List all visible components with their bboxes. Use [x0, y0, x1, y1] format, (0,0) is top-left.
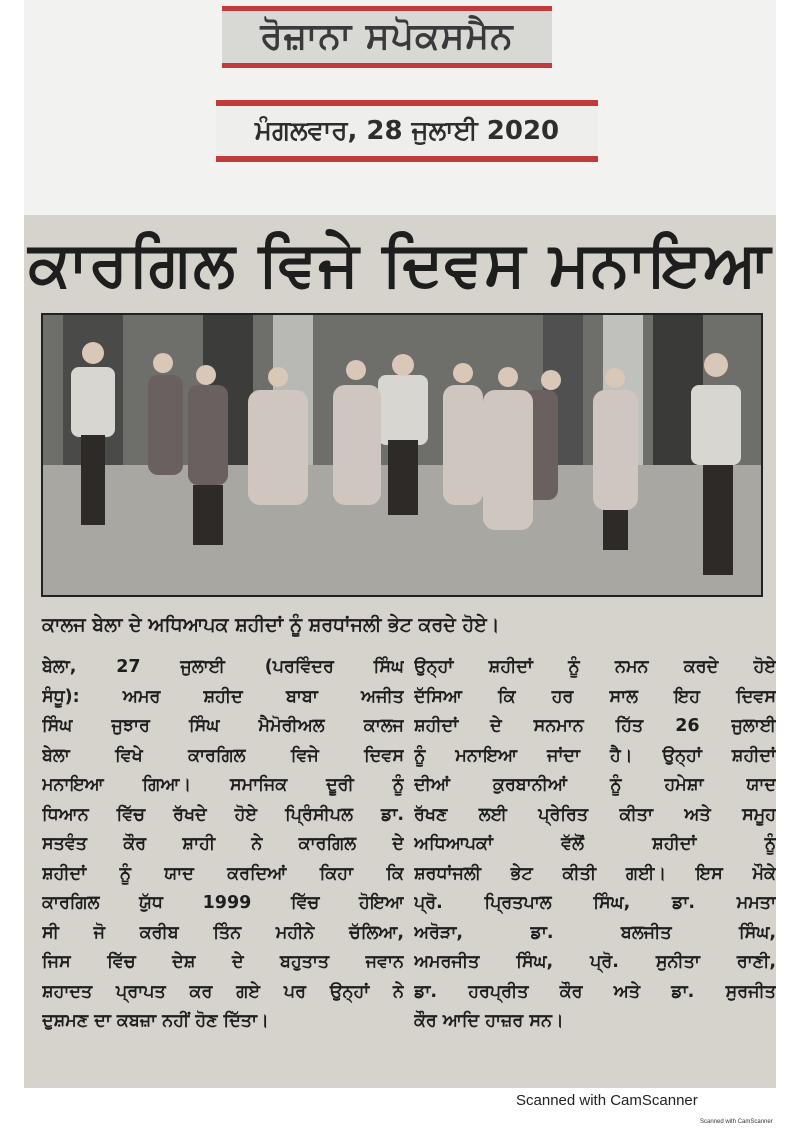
- scanner-watermark-small: Scanned with CamScanner: [700, 1119, 773, 1125]
- article-text-line: ਦੱਸਿਆ ਕਿ ਹਰ ਸਾਲ ਇਹ ਦਿਵਸ: [414, 686, 776, 707]
- article-text-line: ਬੇਲਾ, 27 ਜੁਲਾਈ (ਪਰਵਿੰਦਰ ਸਿੰਘ: [42, 657, 404, 677]
- article-text-line: ਸ਼ਹੀਦਾਂ ਨੂੰ ਯਾਦ ਕਰਦਿਆਂ ਕਿਹਾ ਕਿ: [42, 863, 404, 884]
- article-text-line: ਸਤਵੰਤ ਕੌਰ ਸ਼ਾਹੀ ਨੇ ਕਾਰਗਿਲ ਦੇ: [42, 834, 404, 854]
- article-text-line: ਕਾਰਗਿਲ ਯੁੱਧ 1999 ਵਿੱਚ ਹੋਇਆ: [42, 893, 404, 913]
- article-text-line: ਜਿਸ ਵਿੱਚ ਦੇਸ਼ ਦੇ ਬਹੁਤਾਤ ਜਵਾਨ: [42, 952, 404, 972]
- article-text-line: ਸੰਧੂ): ਅਮਰ ਸ਼ਹੀਦ ਬਾਬਾ ਅਜੀਤ: [42, 686, 404, 707]
- article-text-line: ਡਾ. ਹਰਪ੍ਰੀਤ ਕੌਰ ਅਤੇ ਡਾ. ਸੁਰਜੀਤ: [414, 981, 776, 1002]
- article-text-line: ਕੌਰ ਆਦਿ ਹਾਜ਼ਰ ਸਨ।: [414, 1011, 564, 1031]
- article-text-line: ਸ਼ਰਧਾਂਜਲੀ ਭੇਟ ਕੀਤੀ ਗਈ। ਇਸ ਮੌਕੇ: [414, 863, 776, 884]
- article-text-line: ਰੱਖਣ ਲਈ ਪ੍ਰੇਰਿਤ ਕੀਤਾ ਅਤੇ ਸਮੂਹ: [414, 804, 776, 825]
- publication-date: ਮੰਗਲਵਾਰ, 28 ਜੁਲਾਈ 2020: [254, 115, 560, 146]
- article-text-line: ਪ੍ਰੋ. ਪ੍ਰਿਤਪਾਲ ਸਿੰਘ, ਡਾ. ਮਮਤਾ: [414, 893, 776, 913]
- article-column-right: [414, 653, 776, 1083]
- masthead-title: ਰੋਜ਼ਾਨਾ ਸਪੋਕਸਮੈਨ: [260, 16, 514, 57]
- article-text-line: ਦੀਆਂ ਕੁਰਬਾਨੀਆਂ ਨੂੰ ਹਮੇਸ਼ਾ ਯਾਦ: [414, 775, 776, 795]
- article-text-line: ਮਨਾਇਆ ਗਿਆ। ਸਮਾਜਿਕ ਦੂਰੀ ਨੂੰ: [42, 775, 404, 795]
- article-text-line: ਧਿਆਨ ਵਿੱਚ ਰੱਖਦੇ ਹੋਏ ਪ੍ਰਿੰਸੀਪਲ ਡਾ.: [42, 804, 404, 825]
- article-text-line: ਬੇਲਾ ਵਿਖੇ ਕਾਰਗਿਲ ਵਿਜੇ ਦਿਵਸ: [42, 745, 404, 766]
- article-text-line: ਅਧਿਆਪਕਾਂ ਵੱਲੋਂ ਸ਼ਹੀਦਾਂ ਨੂੰ: [414, 834, 776, 854]
- article-text-line: ਦੁਸ਼ਮਣ ਦਾ ਕਬਜ਼ਾ ਨਹੀਂ ਹੋਣ ਦਿੱਤਾ।: [42, 1011, 269, 1031]
- article-text-line: ਸ਼ਹੀਦਾਂ ਦੇ ਸਨਮਾਨ ਹਿੱਤ 26 ਜੁਲਾਈ: [414, 716, 776, 736]
- article-headline: ਕਾਰਗਿਲ ਵਿਜੇ ਦਿਵਸ ਮਨਾਇਆ: [28, 227, 772, 300]
- article-column-left: [42, 653, 404, 1083]
- photo-caption: ਕਾਲਜ ਬੇਲਾ ਦੇ ਅਧਿਆਪਕ ਸ਼ਹੀਦਾਂ ਨੂੰ ਸ਼ਰਧਾਂਜਲੀ ਭੇਟ ਕਰਦੇ ਹੋਏ।: [42, 614, 500, 636]
- article-clipping: [24, 215, 776, 1088]
- group-photo-image: [43, 315, 761, 595]
- article-text-line: ਸਿੰਘ ਜੁਝਾਰ ਸਿੰਘ ਮੈਮੋਰੀਅਲ ਕਾਲਜ: [42, 716, 404, 736]
- group-photo: [41, 313, 763, 597]
- article-text-line: ਅਰੋੜਾ, ਡਾ. ਬਲਜੀਤ ਸਿੰਘ,: [414, 922, 776, 943]
- article-text-line: ਸ਼ਹਾਦਤ ਪ੍ਰਾਪਤ ਕਰ ਗਏ ਪਰ ਉਨ੍ਹਾਂ ਨੇ: [42, 981, 404, 1002]
- scanner-watermark: Scanned with CamScanner: [516, 1091, 698, 1109]
- article-text-line: ਉਨ੍ਹਾਂ ਸ਼ਹੀਦਾਂ ਨੂੰ ਨਮਨ ਕਰਦੇ ਹੋਏ: [414, 657, 776, 677]
- article-text-line: ਨੂੰ ਮਨਾਇਆ ਜਾਂਦਾ ਹੈ। ਉਨ੍ਹਾਂ ਸ਼ਹੀਦਾਂ: [414, 745, 776, 766]
- article-text-line: ਅਮਰਜੀਤ ਸਿੰਘ, ਪ੍ਰੋ. ਸੁਨੀਤਾ ਰਾਣੀ,: [414, 952, 776, 972]
- newspaper-masthead: [222, 6, 552, 68]
- article-text-line: ਸੀ ਜੋ ਕਰੀਬ ਤਿੰਨ ਮਹੀਨੇ ਚੱਲਿਆ,: [42, 922, 404, 943]
- date-clipping: [216, 100, 598, 162]
